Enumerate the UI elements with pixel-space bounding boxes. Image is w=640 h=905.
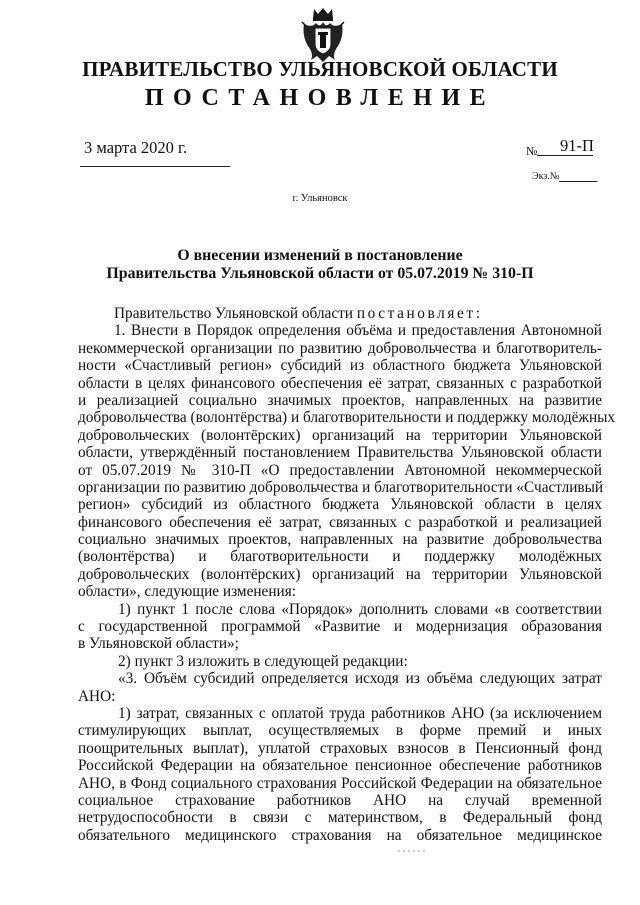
document-body [78, 305, 616, 844]
text-line: в Ульяновской области»; [78, 635, 239, 653]
text-line: стимулирующих выплат, осуществляемых в форме премий и иных [78, 722, 602, 740]
copy-number-label: Экз.№ [532, 171, 560, 182]
preamble-text: Правительство Ульяновской области [114, 305, 357, 322]
scan-artifact [398, 849, 428, 853]
text-line: 2) пункт 3 изложить в следующей редакции: [118, 652, 408, 670]
text-line: 1. Внести в Порядок определения объёма и предоставления Автономной [114, 322, 602, 340]
date-underline [80, 166, 230, 167]
text-line: Российской Федерации на обязательное пенсионное обеспечение работников [78, 757, 602, 775]
text-line: области, утверждённый постановлением Правительства Ульяновской области [78, 444, 602, 462]
text-line: организации по развитию добровольчества и благотворительности «Счастливый [78, 478, 604, 496]
text-line: «3. Объём субсидий определяется исходя из объёма следующих затрат [118, 670, 602, 688]
document-date: 3 марта 2020 г. [84, 138, 188, 157]
heading-line: О внесении изменений в постановление [177, 247, 463, 264]
text-line: и реализацией социально значимых проектов, направленных на развитие [78, 391, 602, 409]
text-line: добровольчества (волонтёрства) и благотворительности и поддержку молодёжных [78, 409, 616, 427]
text-line: финансового обеспечения её затрат, связанных с разработкой и реализацией [78, 513, 602, 531]
copy-number-underline [559, 181, 597, 182]
preamble [78, 305, 602, 322]
text-line: от 05.07.2019 № 310-П «О предоставлении Автономной некоммерческой [78, 461, 602, 479]
heading-line: Правительства Ульяновской области от 05.07.2019 № 310-П [106, 264, 534, 282]
text-line: области», следующие изменения: [78, 583, 296, 601]
city: г. Ульяновск [292, 193, 348, 204]
text-line: некоммерческой организации по развитию добровольчества и благотворитель- [78, 339, 602, 357]
text-line: с государственной программой «Развитие и модернизация образования [78, 618, 602, 636]
text-line: поощрительных выплат), уплатой страховых взносов в Пенсионный фонд [78, 739, 602, 757]
preamble-verb: постановляет [356, 305, 476, 322]
text-line: АНО: [78, 687, 116, 705]
document-type: ПОСТАНОВЛЕНИЕ [144, 85, 496, 111]
coat-of-arms-icon [300, 6, 346, 64]
preamble-colon: : [475, 305, 480, 322]
text-line: социальное страхование работников АНО на случай временной [78, 791, 602, 809]
number-sign: № [526, 144, 538, 158]
government-title: ПРАВИТЕЛЬСТВО УЛЬЯНОВСКОЙ ОБЛАСТИ [82, 57, 558, 81]
text-line: АНО, в Фонд социального страхования Российской Федерации на обязательное [78, 774, 602, 792]
document-heading [0, 247, 640, 282]
document-number: 91-П [560, 136, 594, 155]
text-line: 1) затрат, связанных с оплатой труда работников АНО (за исключением [118, 704, 602, 722]
text-line: нетрудоспособности в связи с материнством, в Федеральный фонд [78, 809, 602, 827]
text-line: ности «Счастливый регион» субсидий из областного бюджета Ульяновской [78, 357, 602, 375]
number-underline [537, 155, 593, 156]
text-line: обязательного медицинского страхования на обязательное медицинское [78, 826, 602, 844]
text-line: добровольческих (волонтёрских) организаций на территории Ульяновской [78, 426, 602, 444]
text-line: области в целях финансового обеспечения её затрат, связанных с разработкой [78, 374, 602, 392]
text-line: (волонтёрства) и благотворительности и поддержку молодёжных [78, 548, 602, 566]
text-line: регион» субсидий из областного бюджета Ульяновской области в целях [78, 496, 602, 514]
text-line: социально значимых проектов, направленных на развитие добровольчества [78, 531, 602, 549]
text-line: 1) пункт 1 после слова «Порядок» дополнить словами «в соответствии [118, 600, 602, 618]
text-line: добровольческих (волонтёрских) организаций на территории Ульяновской [78, 565, 602, 583]
